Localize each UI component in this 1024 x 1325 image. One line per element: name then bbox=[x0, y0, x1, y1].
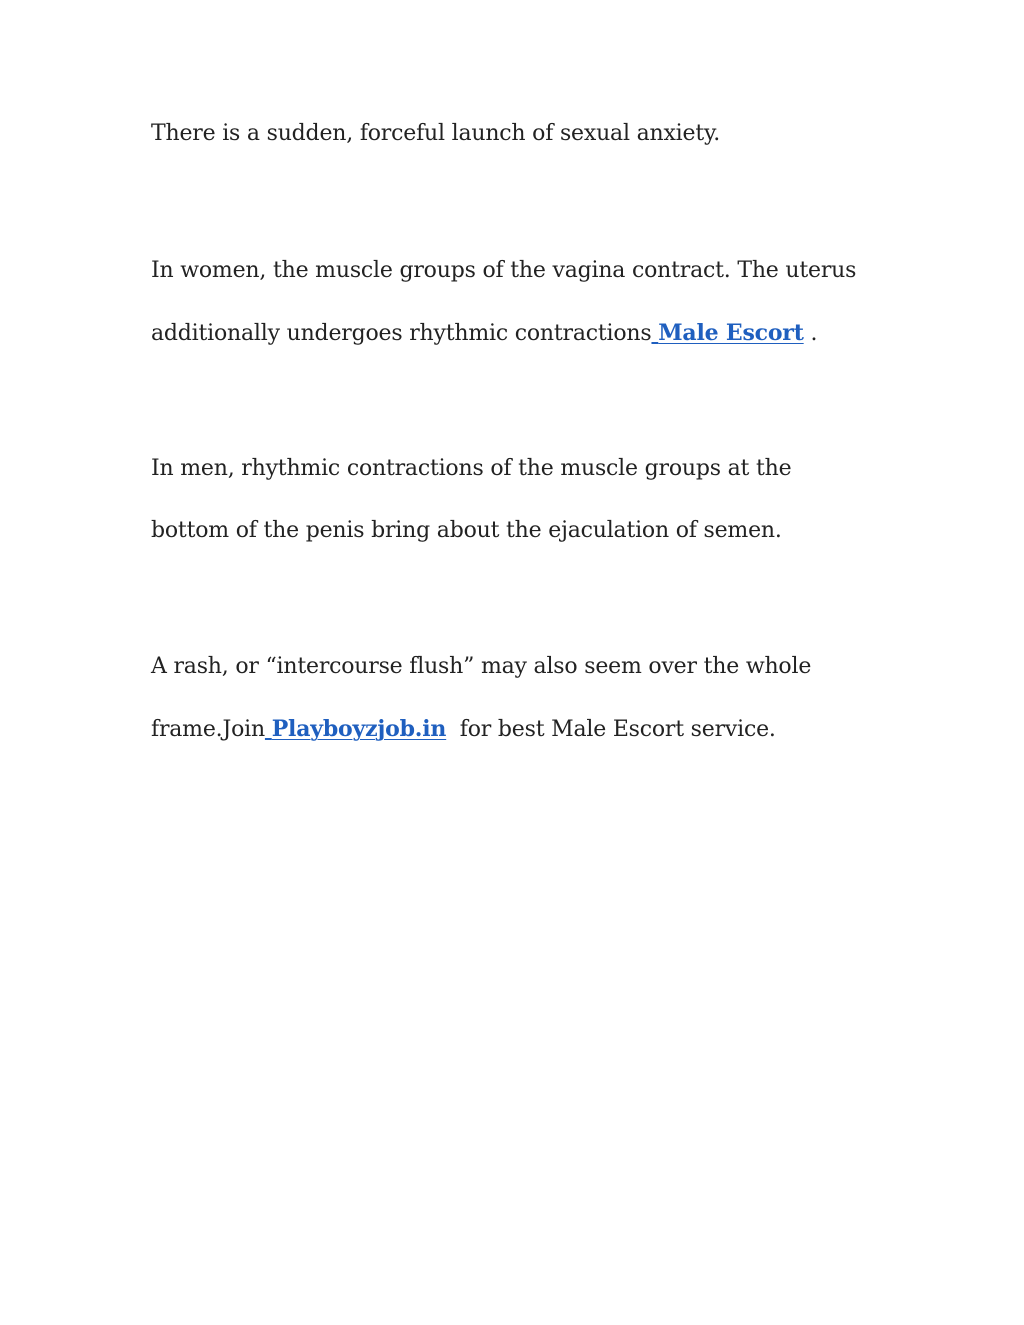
paragraph-4-text-3: for best Male Escort service. bbox=[446, 717, 776, 742]
playboyzjob-link[interactable]: Playboyzjob.in bbox=[271, 716, 447, 742]
paragraph-3-line-2 bbox=[151, 516, 782, 546]
paragraph-4-text-1: A rash, or “intercourse flush” may also seem over the whole bbox=[151, 654, 812, 679]
paragraph-3-line-1 bbox=[151, 454, 791, 484]
paragraph-3-text-1: In men, rhythmic contractions of the muscle groups at the bbox=[151, 456, 792, 481]
paragraph-4-text-2: frame.Join bbox=[151, 717, 265, 742]
paragraph-3-text-2: bottom of the penis bring about the ejaculation of semen. bbox=[151, 518, 782, 543]
paragraph-2-line-2 bbox=[151, 318, 817, 349]
male-escort-link[interactable]: Male Escort bbox=[658, 320, 804, 346]
paragraph-4-line-2 bbox=[151, 714, 776, 745]
paragraph-2-text-1: In women, the muscle groups of the vagina contract. The uterus bbox=[151, 258, 857, 283]
link-leading-space bbox=[265, 717, 272, 742]
paragraph-2-text-3: . bbox=[803, 321, 818, 346]
paragraph-1-line-1 bbox=[151, 119, 720, 149]
paragraph-2-text-2: additionally undergoes rhythmic contractions bbox=[151, 321, 652, 346]
paragraph-1-text: There is a sudden, forceful launch of sexual anxiety. bbox=[151, 121, 721, 146]
paragraph-2-line-1 bbox=[151, 256, 856, 286]
paragraph-4-line-1 bbox=[151, 652, 811, 682]
